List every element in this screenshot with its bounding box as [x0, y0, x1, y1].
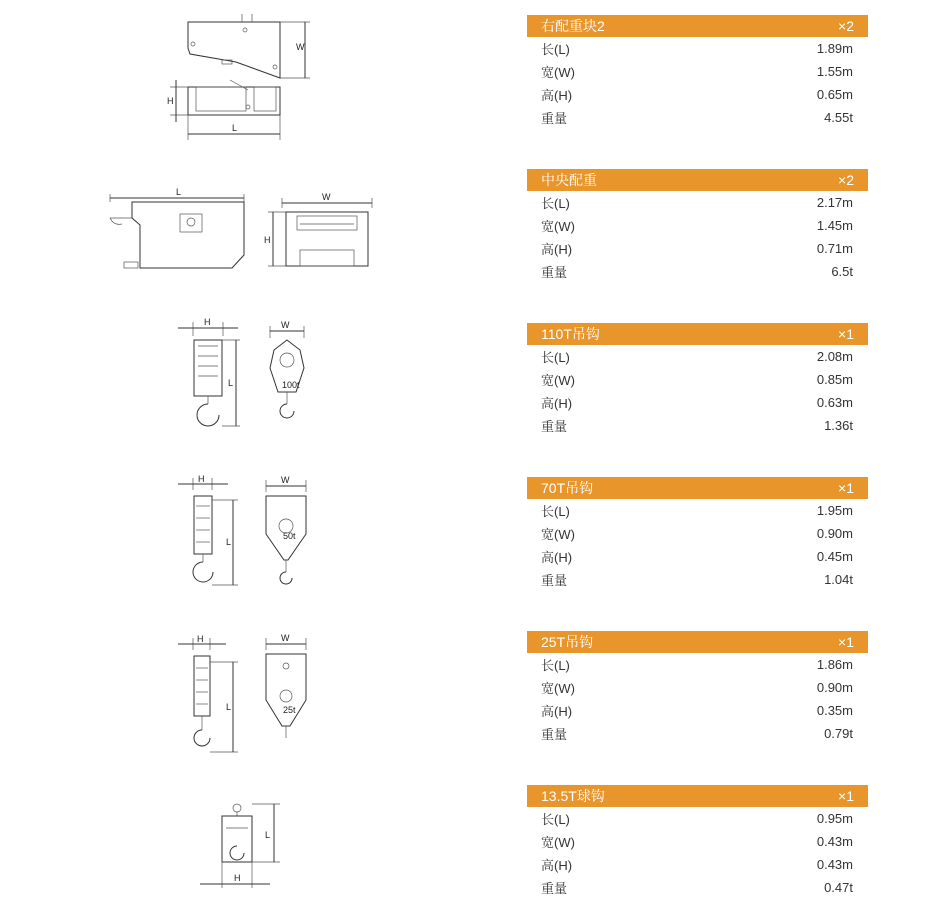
spec-row-weight — [527, 106, 868, 129]
spec-row-length — [527, 345, 868, 368]
spec-value: 0.43m — [816, 834, 853, 849]
dim-label-h: H — [204, 317, 211, 327]
spec-label: 高(H) — [541, 242, 573, 257]
spec-label: 重量 — [541, 419, 568, 434]
spec-header — [527, 15, 868, 37]
spec-row-length — [527, 807, 868, 830]
spec-value: 2.08m — [816, 349, 853, 364]
spec-row-height — [527, 699, 868, 722]
hook-110t-drawing — [178, 317, 304, 426]
spec-label: 长(L) — [541, 812, 570, 827]
spec-row-height — [527, 83, 868, 106]
spec-row-width — [527, 522, 868, 545]
dim-label-w: W — [281, 320, 290, 330]
spec-row-height — [527, 237, 868, 260]
spec-value: 0.95m — [816, 811, 853, 826]
spec-row-length — [527, 653, 868, 676]
spec-label: 重量 — [541, 881, 568, 896]
spec-label: 宽(W) — [541, 527, 575, 542]
spec-value: 2.17m — [816, 195, 853, 210]
spec-value: 0.35m — [816, 703, 853, 718]
spec-row-weight — [527, 876, 868, 899]
spec-row-weight — [527, 414, 868, 437]
dim-label-l: L — [226, 537, 232, 547]
item-quantity: ×1 — [838, 788, 854, 804]
hook-25t-drawing — [178, 633, 306, 752]
spec-card-ball-hook-13-5t — [527, 785, 868, 899]
spec-value: 0.47t — [824, 880, 853, 895]
spec-value: 0.85m — [816, 372, 853, 387]
item-quantity: ×2 — [838, 18, 854, 34]
spec-label: 高(H) — [541, 704, 573, 719]
spec-label: 重量 — [541, 727, 568, 742]
item-quantity: ×1 — [838, 634, 854, 650]
spec-label: 宽(W) — [541, 219, 575, 234]
spec-label: 高(H) — [541, 396, 573, 411]
spec-header — [527, 477, 868, 499]
spec-label: 长(L) — [541, 196, 570, 211]
item-quantity: ×2 — [838, 172, 854, 188]
spec-value: 1.86m — [816, 657, 853, 672]
spec-value: 0.90m — [816, 680, 853, 695]
spec-value: 0.45m — [816, 549, 853, 564]
dim-label-h: H — [167, 96, 174, 106]
item-name: 70T吊钩 — [541, 480, 594, 496]
spec-label: 宽(W) — [541, 65, 575, 80]
spec-row-width — [527, 214, 868, 237]
spec-label: 宽(W) — [541, 835, 575, 850]
spec-card-center-counterweight — [527, 169, 868, 283]
spec-row-width — [527, 830, 868, 853]
spec-label: 高(H) — [541, 858, 573, 873]
spec-value: 0.71m — [816, 241, 853, 256]
spec-label: 宽(W) — [541, 681, 575, 696]
ball-hook-13-5t-drawing — [200, 804, 280, 888]
item-quantity: ×1 — [838, 480, 854, 496]
hook-rating-label: 100t — [282, 380, 300, 390]
dim-label-l: L — [176, 187, 182, 197]
spec-value: 1.04t — [824, 572, 853, 587]
spec-row-length — [527, 191, 868, 214]
dim-label-w: W — [281, 475, 290, 485]
spec-row-weight — [527, 260, 868, 283]
spec-card-hook-110t — [527, 323, 868, 437]
spec-row-height — [527, 391, 868, 414]
spec-value: 1.55m — [816, 64, 853, 79]
dim-label-l: L — [228, 378, 234, 388]
spec-value: 0.63m — [816, 395, 853, 410]
spec-row-width — [527, 60, 868, 83]
counterweight-center-drawing — [110, 187, 372, 268]
spec-value: 1.36t — [824, 418, 853, 433]
spec-header — [527, 323, 868, 345]
spec-value: 1.45m — [816, 218, 853, 233]
spec-row-height — [527, 545, 868, 568]
spec-row-width — [527, 368, 868, 391]
dim-label-h: H — [198, 474, 205, 484]
spec-card-hook-25t — [527, 631, 868, 745]
dim-label-h: H — [197, 634, 204, 644]
dim-label-l: L — [232, 123, 238, 133]
spec-card-right-counterweight — [527, 15, 868, 129]
hook-rating-label: 25t — [283, 705, 296, 715]
spec-label: 高(H) — [541, 550, 573, 565]
dim-label-h: H — [234, 873, 241, 883]
spec-value: 0.79t — [824, 726, 853, 741]
counterweight-right-drawing — [167, 14, 310, 140]
dim-label-h: H — [264, 235, 271, 245]
item-name: 13.5T球钩 — [541, 788, 605, 804]
spec-card-hook-70t — [527, 477, 868, 591]
spec-label: 长(L) — [541, 350, 570, 365]
spec-value: 0.65m — [816, 87, 853, 102]
dim-label-l: L — [226, 702, 232, 712]
spec-label: 重量 — [541, 111, 568, 126]
item-name: 110T吊钩 — [541, 326, 600, 342]
spec-value: 1.89m — [816, 41, 853, 56]
spec-label: 长(L) — [541, 658, 570, 673]
spec-label: 长(L) — [541, 42, 570, 57]
spec-label: 重量 — [541, 573, 568, 588]
spec-label: 重量 — [541, 265, 568, 280]
spec-value: 0.43m — [816, 857, 853, 872]
hook-rating-label: 50t — [283, 531, 296, 541]
item-name: 中央配重 — [541, 172, 597, 188]
item-quantity: ×1 — [838, 326, 854, 342]
spec-header — [527, 169, 868, 191]
item-name: 右配重块2 — [541, 18, 605, 34]
spec-row-width — [527, 676, 868, 699]
spec-label: 宽(W) — [541, 373, 575, 388]
spec-value: 1.95m — [816, 503, 853, 518]
item-name: 25T吊钩 — [541, 634, 594, 650]
spec-row-height — [527, 853, 868, 876]
hook-70t-drawing — [178, 474, 306, 585]
spec-value: 6.5t — [831, 264, 853, 279]
spec-value: 4.55t — [824, 110, 853, 125]
spec-label: 长(L) — [541, 504, 570, 519]
dim-label-w: W — [322, 192, 331, 202]
spec-header — [527, 785, 868, 807]
spec-label: 高(H) — [541, 88, 573, 103]
spec-row-weight — [527, 568, 868, 591]
dim-label-l: L — [265, 830, 271, 840]
spec-value: 0.90m — [816, 526, 853, 541]
dim-label-w: W — [296, 42, 305, 52]
spec-row-weight — [527, 722, 868, 745]
spec-row-length — [527, 499, 868, 522]
spec-row-length — [527, 37, 868, 60]
spec-header — [527, 631, 868, 653]
dim-label-w: W — [281, 633, 290, 643]
